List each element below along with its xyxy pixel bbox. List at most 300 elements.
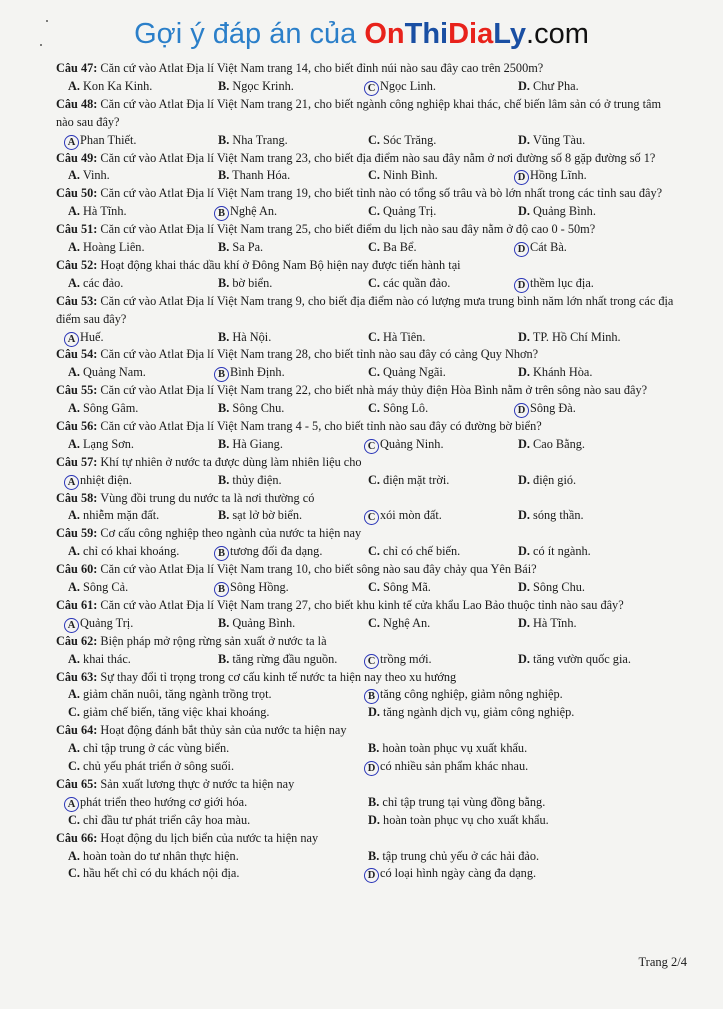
question-text: Căn cứ vào Atlat Địa lí Việt Nam trang 25, cho biết điểm du lịch nào sau đây nằm ở độ cao 0 - 50m? [100, 222, 596, 237]
option-letter: C. [368, 168, 380, 183]
option-text: Quảng Nam. [83, 365, 146, 380]
question-number: Câu 52: [56, 257, 98, 272]
option-text: nhiễm mặn đất. [83, 508, 160, 523]
option-text: Bình Định. [230, 365, 285, 380]
question-number: Câu 55: [56, 383, 98, 398]
option-letter: D. [518, 615, 530, 630]
brand-on: On [364, 18, 405, 50]
question [56, 96, 676, 150]
circled-answer-letter: A [64, 797, 79, 812]
question-number: Câu 64: [56, 723, 98, 738]
answer-options [56, 400, 676, 418]
answer-option[interactable] [68, 203, 127, 221]
question-stem [56, 96, 676, 132]
answer-options [56, 203, 676, 221]
option-text: Ninh Bình. [383, 168, 438, 183]
answer-options [56, 651, 676, 669]
option-letter: B. [218, 651, 230, 666]
answer-option[interactable] [368, 167, 438, 185]
answer-option[interactable] [518, 364, 592, 382]
question-number: Câu 61: [56, 597, 98, 612]
option-letter: D. [518, 436, 530, 451]
answer-options [56, 848, 676, 884]
selected-answer-option[interactable] [68, 132, 136, 150]
question-text: Hoạt động khai thác dầu khí ở Đông Nam Bộ hiện nay được tiến hành tại [100, 257, 461, 272]
question [56, 722, 676, 776]
option-text: Phan Thiết. [80, 132, 137, 147]
question [56, 454, 676, 490]
question-stem [56, 669, 676, 687]
answer-option[interactable] [68, 275, 123, 293]
option-letter: B. [218, 329, 230, 344]
question [56, 346, 676, 382]
answer-options [56, 239, 676, 257]
answer-options [56, 543, 676, 561]
option-text: Quảng Ninh. [380, 436, 444, 451]
answer-option[interactable] [218, 507, 302, 525]
option-text: sóng thần. [533, 508, 584, 523]
question-text: Căn cứ vào Atlat Địa lí Việt Nam trang 22, cho biết nhà máy thủy điện Hòa Bình nằm ở trên sông nào sau đây? [100, 383, 648, 398]
option-text: Sông Gâm. [83, 401, 139, 416]
option-letter: B. [218, 436, 230, 451]
question-text: Căn cứ vào Atlat Địa lí Việt Nam trang 19, cho biết tỉnh nào có tổng số trâu và bò lớn nhất trong các tỉnh sau đây? [100, 186, 663, 201]
answer-options [56, 436, 676, 454]
option-text: tăng rừng đầu nguồn. [232, 651, 338, 666]
question [56, 60, 676, 96]
answer-option[interactable] [368, 704, 574, 722]
question-text: Hoạt động đánh bắt thủy sản của nước ta hiện nay [100, 723, 347, 738]
answer-option[interactable] [218, 132, 288, 150]
answer-options [56, 686, 676, 722]
option-letter: A. [68, 365, 80, 380]
option-text: Quảng Ngãi. [383, 365, 446, 380]
answer-option[interactable] [218, 400, 284, 418]
question-number: Câu 56: [56, 418, 98, 433]
answer-option[interactable] [368, 239, 417, 257]
answer-option[interactable] [368, 472, 449, 490]
option-letter: A. [68, 651, 80, 666]
question-stem [56, 633, 676, 651]
answer-option[interactable] [218, 436, 283, 454]
option-letter: D. [518, 365, 530, 380]
option-text: Kon Ka Kinh. [83, 78, 153, 93]
selected-answer-option[interactable] [218, 203, 277, 221]
option-text: điện mặt trời. [383, 472, 450, 487]
answer-options [56, 740, 676, 776]
option-letter: A. [68, 508, 80, 523]
option-text: Sông Cả. [83, 580, 129, 595]
question-stem [56, 346, 676, 364]
question-text: Sự thay đổi tỉ trọng trong cơ cấu kinh tế nước ta hiện nay theo xu hướng [100, 669, 457, 684]
answer-option[interactable] [68, 812, 250, 830]
question [56, 257, 676, 293]
question-stem [56, 454, 676, 472]
question [56, 597, 676, 633]
answer-option[interactable] [368, 364, 446, 382]
option-letter: C. [368, 132, 380, 147]
answer-option[interactable] [68, 239, 145, 257]
option-letter: D. [518, 580, 530, 595]
answer-options [56, 579, 676, 597]
circled-answer-letter: C [364, 439, 379, 454]
option-text: Lạng Sơn. [83, 436, 134, 451]
question-text: Cơ cấu công nghiệp theo ngành của nước ta hiện nay [100, 526, 362, 541]
question-number: Câu 53: [56, 293, 98, 308]
answer-options [56, 329, 676, 347]
circled-answer-letter: D [514, 170, 529, 185]
selected-answer-option[interactable] [368, 686, 563, 704]
question-number: Câu 66: [56, 830, 98, 845]
question [56, 525, 676, 561]
option-letter: B. [218, 168, 230, 183]
option-letter: A. [68, 436, 80, 451]
question-text: Căn cứ vào Atlat Địa lí Việt Nam trang 10, cho biết sông nào sau đây chảy qua Yên Bái? [100, 562, 537, 577]
option-text: Huế. [80, 329, 104, 344]
option-letter: A. [68, 240, 80, 254]
selected-answer-option[interactable] [68, 794, 247, 812]
answer-option[interactable] [68, 436, 134, 454]
question-stem [56, 257, 676, 275]
option-letter: A. [68, 687, 80, 702]
option-text: Ngọc Krinh. [232, 78, 294, 93]
option-letter: A. [68, 741, 80, 756]
answer-option[interactable] [68, 400, 138, 418]
answer-option[interactable] [68, 740, 229, 758]
selected-answer-option[interactable] [68, 615, 133, 633]
option-text: chỉ tập trung tại vùng đồng bằng. [382, 794, 546, 809]
circled-answer-letter: B [364, 689, 379, 704]
question-number: Câu 65: [56, 776, 98, 791]
answer-option[interactable] [368, 615, 430, 633]
option-letter: C. [368, 401, 380, 416]
option-text: Hà Giang. [232, 436, 283, 451]
question [56, 221, 676, 257]
option-text: nhiệt điện. [80, 472, 132, 487]
option-text: Thanh Hóa. [232, 168, 291, 183]
circled-answer-letter: B [214, 582, 229, 597]
option-text: Vũng Tàu. [532, 132, 586, 147]
page-number: Trang 2/4 [638, 955, 687, 969]
question-stem [56, 722, 676, 740]
option-text: Sông Mã. [383, 580, 431, 595]
option-text: hoàn toàn phục vụ cho xuất khẩu. [383, 812, 549, 827]
option-text: TP. Hồ Chí Minh. [532, 329, 621, 344]
option-letter: D. [368, 705, 380, 720]
answer-option[interactable] [518, 203, 596, 221]
answer-option[interactable] [518, 132, 585, 150]
circled-answer-letter: B [214, 546, 229, 561]
option-letter: B. [368, 741, 380, 756]
option-text: có loại hình ngày càng đa dạng. [380, 866, 537, 881]
selected-answer-option[interactable] [218, 364, 285, 382]
option-text: chỉ đầu tư phát triển cây hoa màu. [83, 812, 251, 827]
option-text: tăng ngành dịch vụ, giảm công nghiệp. [383, 705, 575, 720]
option-letter: D. [518, 78, 530, 93]
answer-option[interactable] [218, 239, 263, 257]
answer-option[interactable] [368, 794, 545, 812]
question-number: Câu 48: [56, 96, 98, 111]
option-text: tập trung chủ yếu ở các hải đảo. [382, 848, 540, 863]
option-text: chỉ tập trung ở các vùng biển. [83, 741, 230, 756]
question [56, 490, 676, 526]
scan-speck [40, 44, 42, 46]
option-text: phát triển theo hướng cơ giới hóa. [80, 794, 248, 809]
question-number: Câu 59: [56, 526, 98, 541]
question-stem [56, 60, 676, 78]
answer-option[interactable] [518, 543, 591, 561]
site-header [0, 14, 723, 54]
answer-option[interactable] [218, 167, 290, 185]
question-stem [56, 490, 676, 508]
question-text: Căn cứ vào Atlat Địa lí Việt Nam trang 4 - 5, cho biết tỉnh nào sau đây có đường bờ biển? [100, 418, 542, 433]
answer-option[interactable] [368, 275, 450, 293]
answer-option[interactable] [68, 78, 152, 96]
option-text: Quảng Trị. [80, 615, 134, 630]
answer-options [56, 132, 676, 150]
option-text: điện gió. [533, 472, 577, 487]
answer-option[interactable] [68, 579, 128, 597]
answer-option[interactable] [518, 329, 621, 347]
brand-thi: Thi [404, 18, 449, 50]
question-stem [56, 221, 676, 239]
answer-option[interactable] [368, 812, 549, 830]
selected-answer-option[interactable] [518, 275, 594, 293]
option-letter: C. [368, 240, 380, 254]
answer-option[interactable] [68, 848, 239, 866]
option-text: Quảng Bình. [232, 615, 296, 630]
option-letter: B. [218, 275, 230, 290]
question-text: Căn cứ vào Atlat Địa lí Việt Nam trang 28, cho biết tỉnh nào sau đây có cảng Quy Nhơn? [100, 347, 539, 362]
option-text: hoàn toàn phục vụ xuất khẩu. [382, 741, 528, 756]
option-letter: D. [518, 132, 530, 147]
selected-answer-option[interactable] [518, 239, 567, 257]
answer-option[interactable] [68, 686, 272, 704]
option-text: sạt lở bờ biển. [232, 508, 303, 523]
selected-answer-option[interactable] [218, 579, 289, 597]
answer-option[interactable] [518, 651, 631, 669]
question [56, 382, 676, 418]
question [56, 633, 676, 669]
selected-answer-option[interactable] [218, 543, 322, 561]
answer-option[interactable] [518, 472, 576, 490]
question [56, 150, 676, 186]
question-number: Câu 62: [56, 633, 98, 648]
option-text: thủy điện. [232, 472, 282, 487]
option-text: tăng công nghiệp, giảm nông nghiệp. [380, 687, 563, 702]
question-stem [56, 150, 676, 168]
option-text: Sông Hồng. [230, 580, 289, 595]
answer-options [56, 507, 676, 525]
option-letter: D. [518, 544, 530, 559]
answer-option[interactable] [68, 364, 146, 382]
answer-option[interactable] [518, 579, 585, 597]
option-text: Quảng Trị. [383, 204, 437, 219]
answer-option[interactable] [368, 329, 425, 347]
answer-option[interactable] [518, 78, 579, 96]
question-text: Khí tự nhiên ở nước ta được dùng làm nhiên liệu cho [100, 454, 362, 469]
question-list [56, 60, 676, 883]
answer-option[interactable] [68, 167, 110, 185]
answer-option[interactable] [518, 507, 584, 525]
option-text: Sông Lô. [383, 401, 429, 416]
answer-option[interactable] [68, 651, 131, 669]
question-text: Căn cứ vào Atlat Địa lí Việt Nam trang 23, cho biết địa điểm nào sau đây nằm ở nơi đường số 8 gặp đường số 1? [100, 150, 656, 165]
selected-answer-option[interactable] [368, 865, 536, 883]
option-letter: C. [68, 759, 80, 774]
option-letter: A. [68, 544, 80, 559]
option-text: tăng vườn quốc gia. [533, 651, 631, 666]
option-text: Hồng Lĩnh. [530, 168, 587, 183]
option-letter: D. [518, 472, 530, 487]
circled-answer-letter: C [364, 654, 379, 669]
selected-answer-option[interactable] [68, 472, 132, 490]
option-text: Ba Bể. [383, 240, 417, 254]
option-text: hoàn toàn do tư nhân thực hiện. [83, 848, 239, 863]
circled-answer-letter: A [64, 135, 79, 150]
answer-option[interactable] [368, 848, 539, 866]
selected-answer-option[interactable] [368, 78, 436, 96]
option-letter: B. [218, 508, 230, 523]
option-text: Quảng Bình. [533, 204, 596, 219]
question-number: Câu 47: [56, 61, 98, 75]
option-letter: C. [368, 329, 380, 344]
circled-answer-letter: D [364, 761, 379, 776]
option-text: Hà Nội. [232, 329, 272, 344]
answer-options [56, 364, 676, 382]
answer-option[interactable] [518, 436, 585, 454]
option-text: chủ yếu phát triển ở sông suối. [83, 759, 235, 774]
option-text: giảm chế biến, tăng việc khai khoáng. [83, 705, 270, 720]
answer-option[interactable] [68, 704, 270, 722]
circled-answer-letter: B [214, 367, 229, 382]
question [56, 830, 676, 884]
answer-options [56, 275, 676, 293]
answer-option[interactable] [68, 865, 239, 883]
option-text: có ít ngành. [533, 544, 591, 559]
answer-option[interactable] [218, 651, 337, 669]
option-text: Hà Tĩnh. [533, 615, 577, 630]
selected-answer-option[interactable] [368, 758, 528, 776]
answer-options [56, 615, 676, 633]
option-letter: D. [518, 204, 530, 219]
scan-speck [46, 20, 48, 22]
option-letter: C. [368, 544, 380, 559]
circled-answer-letter: A [64, 475, 79, 490]
option-text: Khánh Hòa. [533, 365, 593, 380]
answer-options [56, 167, 676, 185]
question-stem [56, 776, 676, 794]
answer-option[interactable] [68, 543, 179, 561]
answer-option[interactable] [218, 329, 271, 347]
answer-option[interactable] [218, 615, 295, 633]
question-number: Câu 63: [56, 669, 98, 684]
answer-option[interactable] [68, 507, 159, 525]
circled-answer-letter: D [364, 868, 379, 883]
selected-answer-option[interactable] [68, 329, 104, 347]
answer-option[interactable] [368, 400, 428, 418]
option-letter: A. [68, 275, 80, 290]
question-number: Câu 58: [56, 490, 98, 505]
answer-option[interactable] [368, 579, 431, 597]
option-text: chỉ có chế biến. [383, 544, 461, 559]
option-letter: B. [218, 240, 230, 254]
question-text: Hoạt động du lịch biển của nước ta hiện nay [100, 830, 319, 845]
question-text: Căn cứ vào Atlat Địa lí Việt Nam trang 21, cho biết ngành công nghiệp khai thác, chế biến lâm sản có ở trung tâm nào sau đây? [56, 96, 662, 129]
option-text: Sông Chu. [533, 580, 585, 595]
selected-answer-option[interactable] [518, 167, 587, 185]
option-letter: B. [218, 401, 230, 416]
answer-option[interactable] [218, 78, 294, 96]
question-stem [56, 293, 676, 329]
answer-option[interactable] [368, 740, 527, 758]
option-text: Sa Pa. [232, 240, 264, 254]
header-prefix: Gợi ý đáp án của [134, 18, 365, 50]
option-text: giảm chăn nuôi, tăng ngành trồng trọt. [83, 687, 272, 702]
selected-answer-option[interactable] [518, 400, 576, 418]
option-text: Cát Bà. [530, 240, 567, 254]
question-text: Sản xuất lương thực ở nước ta hiện nay [100, 776, 295, 791]
question-stem [56, 382, 676, 400]
question-text: Căn cứ vào Atlat Địa lí Việt Nam trang 9, cho biết địa điểm nào có lượng mưa trung bình năm lớn nhất trong các địa điểm sau đây? [56, 293, 674, 326]
option-letter: A. [68, 848, 80, 863]
answer-option[interactable] [218, 472, 282, 490]
question [56, 185, 676, 221]
option-letter: D. [518, 508, 530, 523]
answer-options [56, 794, 676, 830]
option-text: Sông Đà. [530, 401, 576, 416]
answer-option[interactable] [368, 132, 436, 150]
option-letter: A. [68, 204, 80, 219]
question [56, 669, 676, 723]
question-text: Biện pháp mở rộng rừng sản xuất ở nước ta là [100, 633, 327, 648]
selected-answer-option[interactable] [368, 651, 432, 669]
option-text: Sóc Trăng. [383, 132, 437, 147]
option-text: Nha Trang. [232, 132, 288, 147]
question-text: Căn cứ vào Atlat Địa lí Việt Nam trang 14, cho biết đỉnh núi nào sau đây cao trên 2500m? [100, 61, 544, 75]
answer-option[interactable] [368, 543, 460, 561]
option-text: chỉ có khai khoáng. [83, 544, 180, 559]
circled-answer-letter: D [514, 403, 529, 418]
option-letter: C. [368, 204, 380, 219]
circled-answer-letter: A [64, 332, 79, 347]
option-text: Vinh. [82, 168, 110, 183]
option-letter: C. [368, 580, 380, 595]
option-letter: D. [518, 329, 530, 344]
option-text: có nhiều sản phẩm khác nhau. [380, 759, 529, 774]
option-letter: D. [518, 651, 530, 666]
option-text: Ngọc Linh. [380, 78, 437, 93]
option-letter: B. [218, 472, 230, 487]
answer-option[interactable] [518, 615, 577, 633]
circled-answer-letter: C [364, 510, 379, 525]
question-text: Căn cứ vào Atlat Địa lí Việt Nam trang 27, cho biết khu kinh tế cửa khẩu Lao Bảo thuộc tỉnh nào sau đây? [100, 597, 624, 612]
selected-answer-option[interactable] [368, 436, 444, 454]
circled-answer-letter: C [364, 81, 379, 96]
answer-option[interactable] [218, 275, 272, 293]
option-letter: B. [368, 848, 380, 863]
question [56, 561, 676, 597]
option-text: khai thác. [83, 651, 131, 666]
option-text: thềm lục địa. [530, 275, 594, 290]
answer-option[interactable] [368, 203, 436, 221]
option-text: trồng mới. [380, 651, 432, 666]
brand-suffix: .com [526, 18, 589, 50]
answer-option[interactable] [68, 758, 234, 776]
selected-answer-option[interactable] [368, 507, 442, 525]
circled-answer-letter: D [514, 242, 529, 257]
option-text: tương đối đa dạng. [230, 544, 323, 559]
option-text: Hoàng Liên. [83, 240, 145, 254]
